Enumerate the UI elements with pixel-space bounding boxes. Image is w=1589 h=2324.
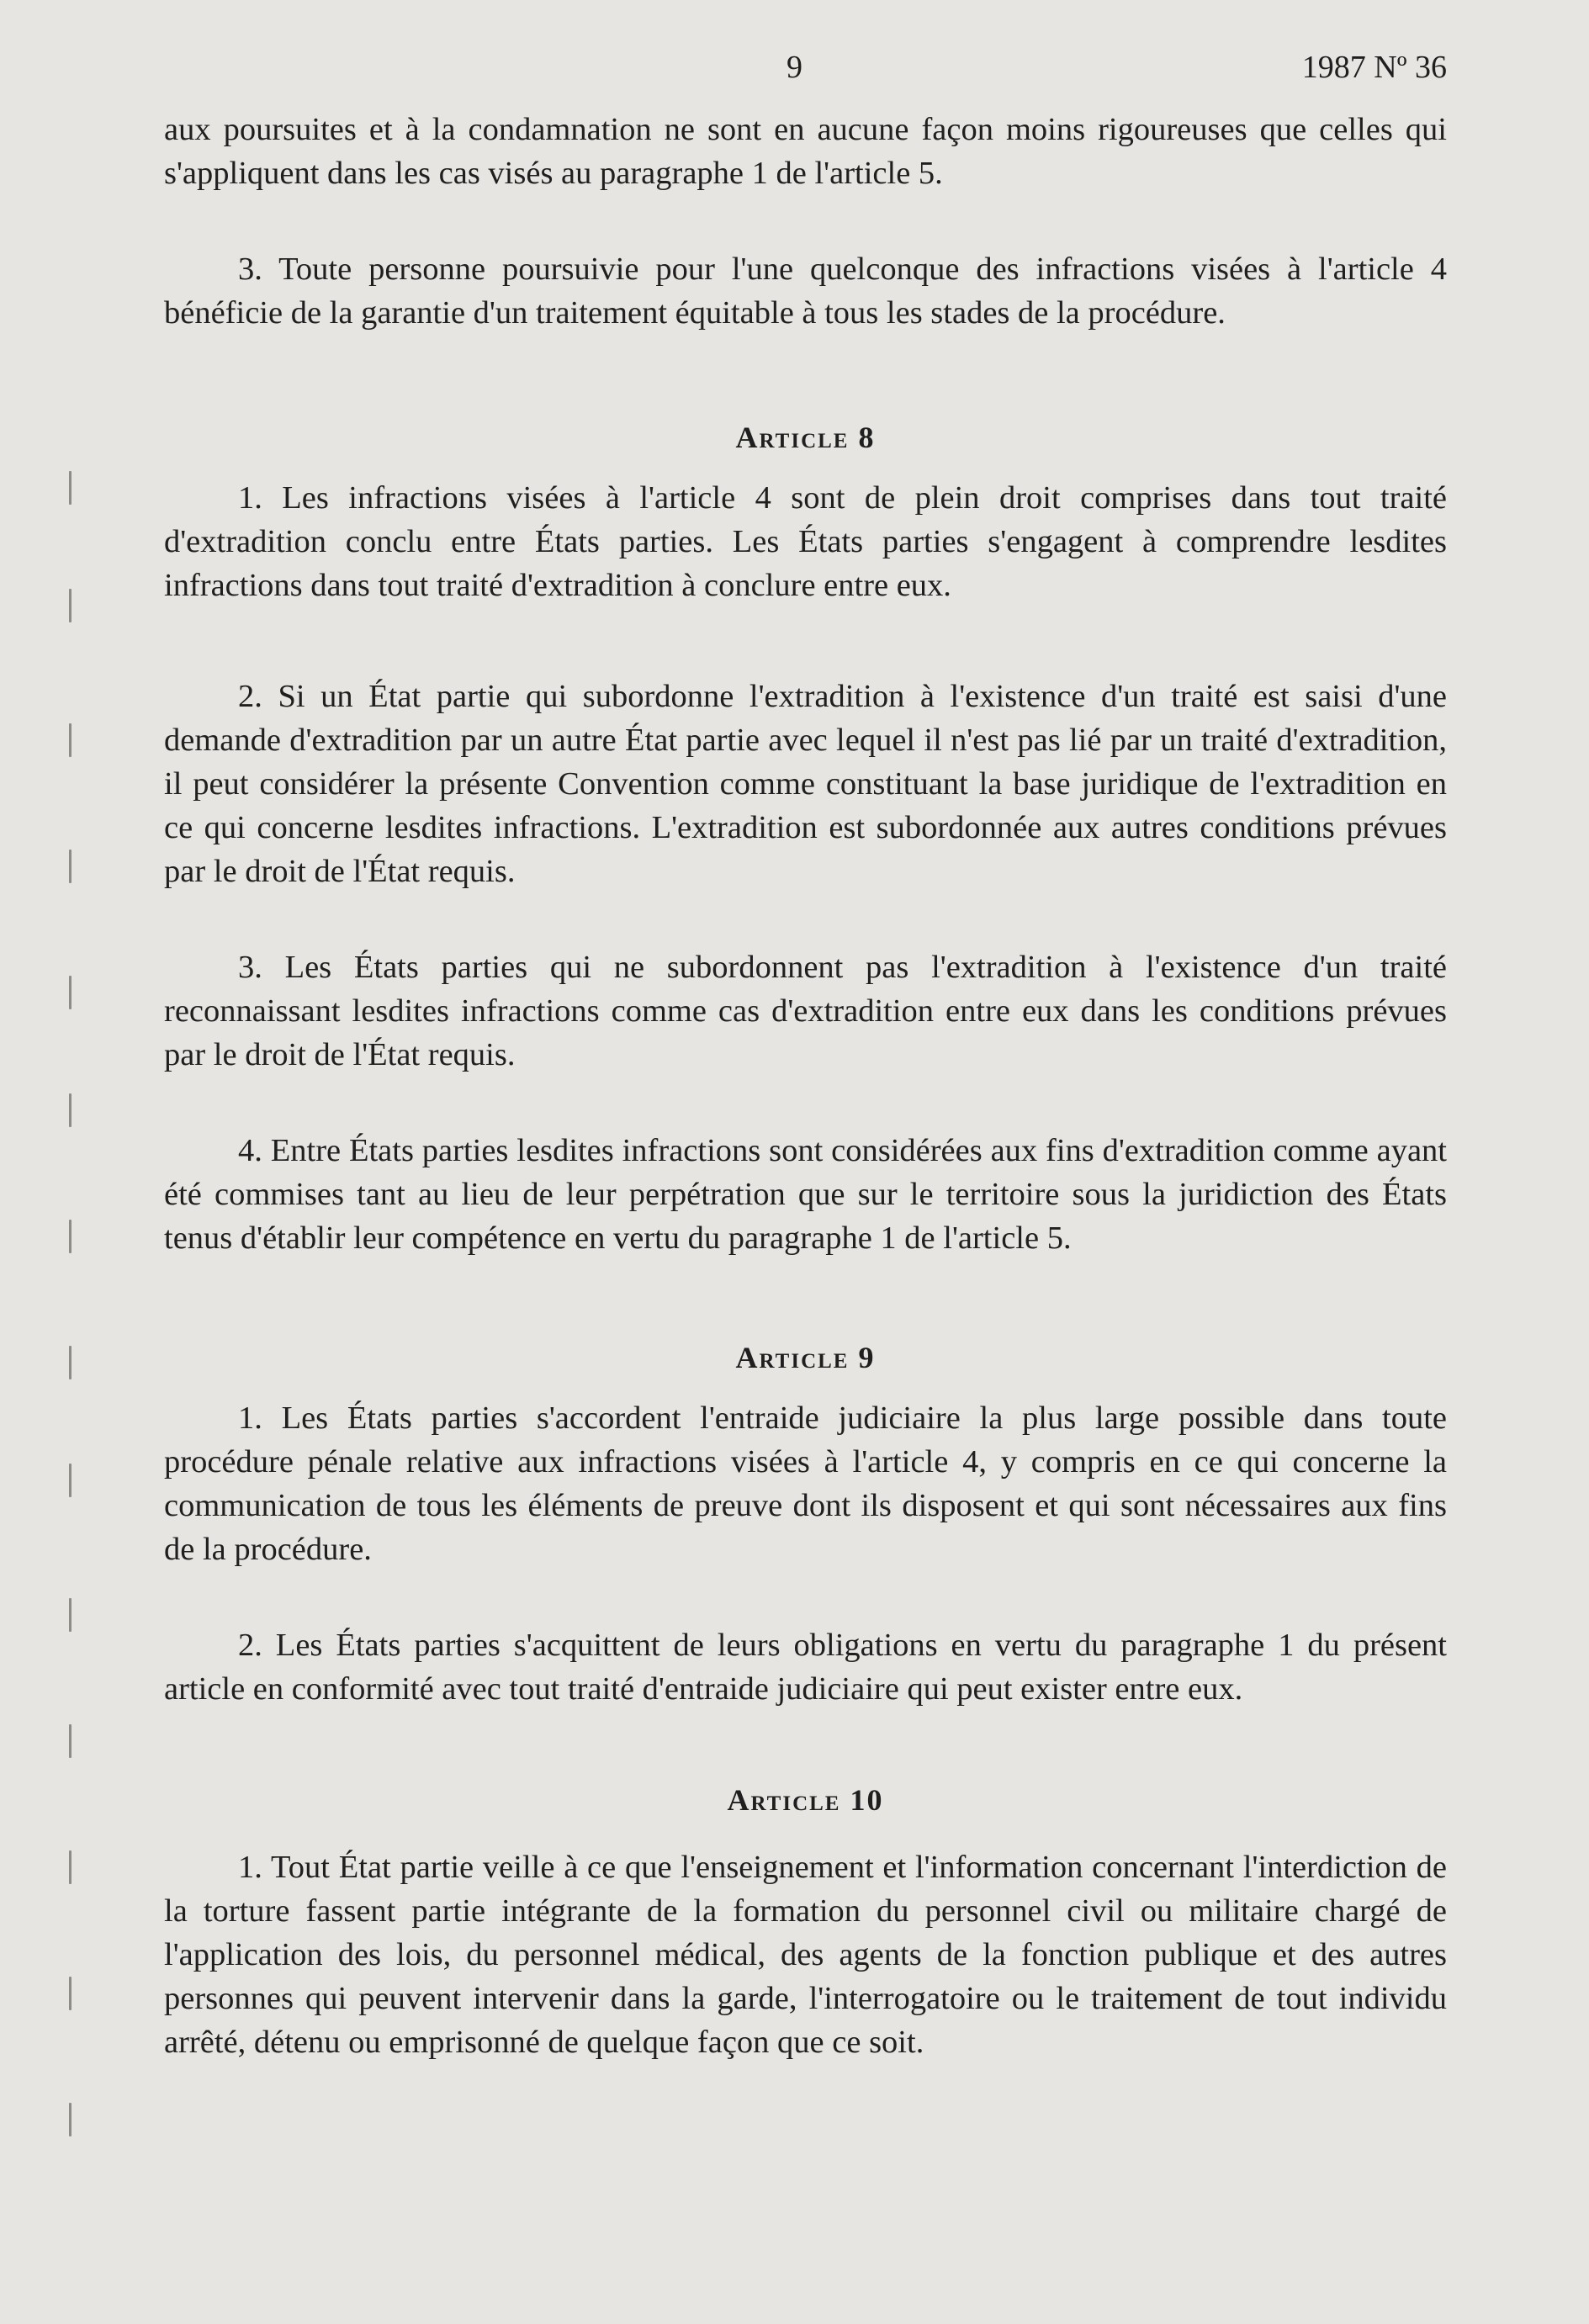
paragraph-article8-3: 3. Les États parties qui ne subordonnent pas l'extradition à l'existence d'un traité reconnaissant lesdites infractions comme cas d'extradition entre eux dans les conditions prévues par le droit de l'État requis. [164, 950, 1447, 1072]
paragraph-article8-4: 4. Entre États parties lesdites infractions sont considérées aux fins d'extradition comme ayant été commises tant au lieu de leur perpétration que sur le territoire sous la juridiction des États tenus d'établir leur compétence en vertu du paragraphe 1 de l'article 5. [164, 1133, 1447, 1256]
page-number: 9 [787, 50, 802, 85]
paragraph-article10-1: 1. Tout État partie veille à ce que l'enseignement et l'information concernant l'interdiction de la torture fassent partie intégrante de la formation du personnel civil ou militaire chargé de l'application des lois, du personnel médical, des agents de la fonction publique et des autres personnes qui peuvent intervenir dans la garde, l'interrogatoire ou le traitement de tout individu arrêté, détenu ou emprisonné de quelque façon que ce soit. [164, 1850, 1447, 2060]
paragraph-article8-2: 2. Si un État partie qui subordonne l'extradition à l'existence d'un traité est saisi d'une demande d'extradition par un autre État partie avec lequel il n'est pas lié par un traité d'extradition, il peut considérer la présente Convention comme constituant la base juridique de l'extradition en ce qui concerne lesdites infractions. L'extradition est subordonnée aux autres conditions prévues par le droit de l'État requis. [164, 679, 1447, 889]
paragraph-continuation: aux poursuites et à la condamnation ne sont en aucune façon moins rigoureuses que celles qui s'appliquent dans les cas visés au paragraphe 1 de l'article 5. [164, 112, 1447, 191]
document-page [164, 49, 1447, 2064]
paragraph-article8-1: 1. Les infractions visées à l'article 4 sont de plein droit comprises dans tout traité d'extradition conclu entre États parties. Les États parties s'engagent à comprendre lesdites infractions dans tout traité d'extradition à conclure entre eux. [164, 480, 1447, 603]
article-10-heading: Article 10 [727, 1783, 884, 1817]
article-8-heading: Article 8 [735, 421, 876, 454]
paragraph-article9-1: 1. Les États parties s'accordent l'entraide judiciaire la plus large possible dans toute procédure pénale relative aux infractions visées à l'article 4, y compris en ce qui concerne la communication de tous les éléments de preuve dont ils disposent et qui sont nécessaires aux fins de la procédure. [164, 1400, 1447, 1567]
paragraph-article9-2: 2. Les États parties s'acquittent de leurs obligations en vertu du paragraphe 1 du présent article en conformité avec tout traité d'entraide judiciaire qui peut exister entre eux. [164, 1628, 1447, 1707]
journal-reference: 1987 Nº 36 [1301, 50, 1447, 85]
body-text [164, 108, 1447, 2064]
article-9-heading: Article 9 [735, 1341, 876, 1374]
paragraph-article7-3: 3. Toute personne poursuivie pour l'une quelconque des infractions visées à l'article 4 bénéficie de la garantie d'un traitement équitable à tous les stades de la procédure. [164, 251, 1447, 331]
page-header [164, 49, 1447, 108]
binding-marks [69, 0, 74, 2324]
